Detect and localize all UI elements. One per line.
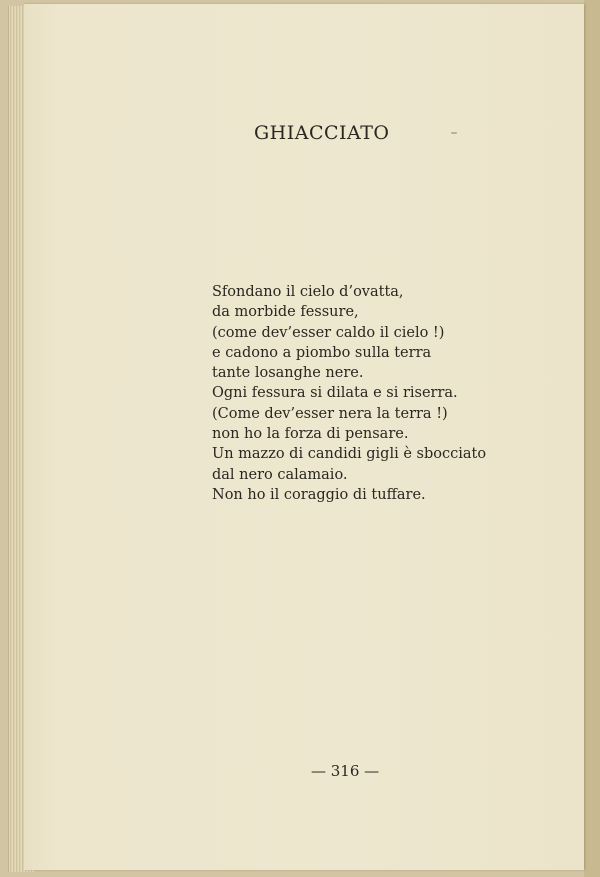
poem-line: da morbide fessure, — [212, 304, 359, 321]
poem-line: Sfondano il cielo d’ovatta, — [212, 284, 404, 300]
poem-line: Ogni fessura si dilata e si riserra. — [212, 385, 458, 402]
poem-title: GHIACCIATO — [254, 122, 390, 144]
poem-line: (come dev’esser caldo il cielo !) — [212, 324, 445, 341]
poem-line: Un mazzo di candidi gigli è sbocciato — [212, 446, 487, 463]
background-edge — [584, 0, 600, 877]
ink-smudge — [451, 132, 457, 134]
poem-line: e cadono a piombo sulla terra — [212, 344, 432, 361]
book-page — [24, 4, 584, 870]
poem-line: non ho la forza di pensare. — [212, 426, 409, 443]
poem-line: tante losanghe nere. — [212, 365, 364, 382]
poem-line: dal nero calamaio. — [212, 466, 348, 483]
poem-line: (Come dev’esser nera la terra !) — [212, 405, 448, 422]
poem-body — [212, 282, 512, 505]
poem-line: Non ho il coraggio di tuffare. — [212, 486, 426, 503]
page-number: — 316 — — [311, 762, 380, 780]
